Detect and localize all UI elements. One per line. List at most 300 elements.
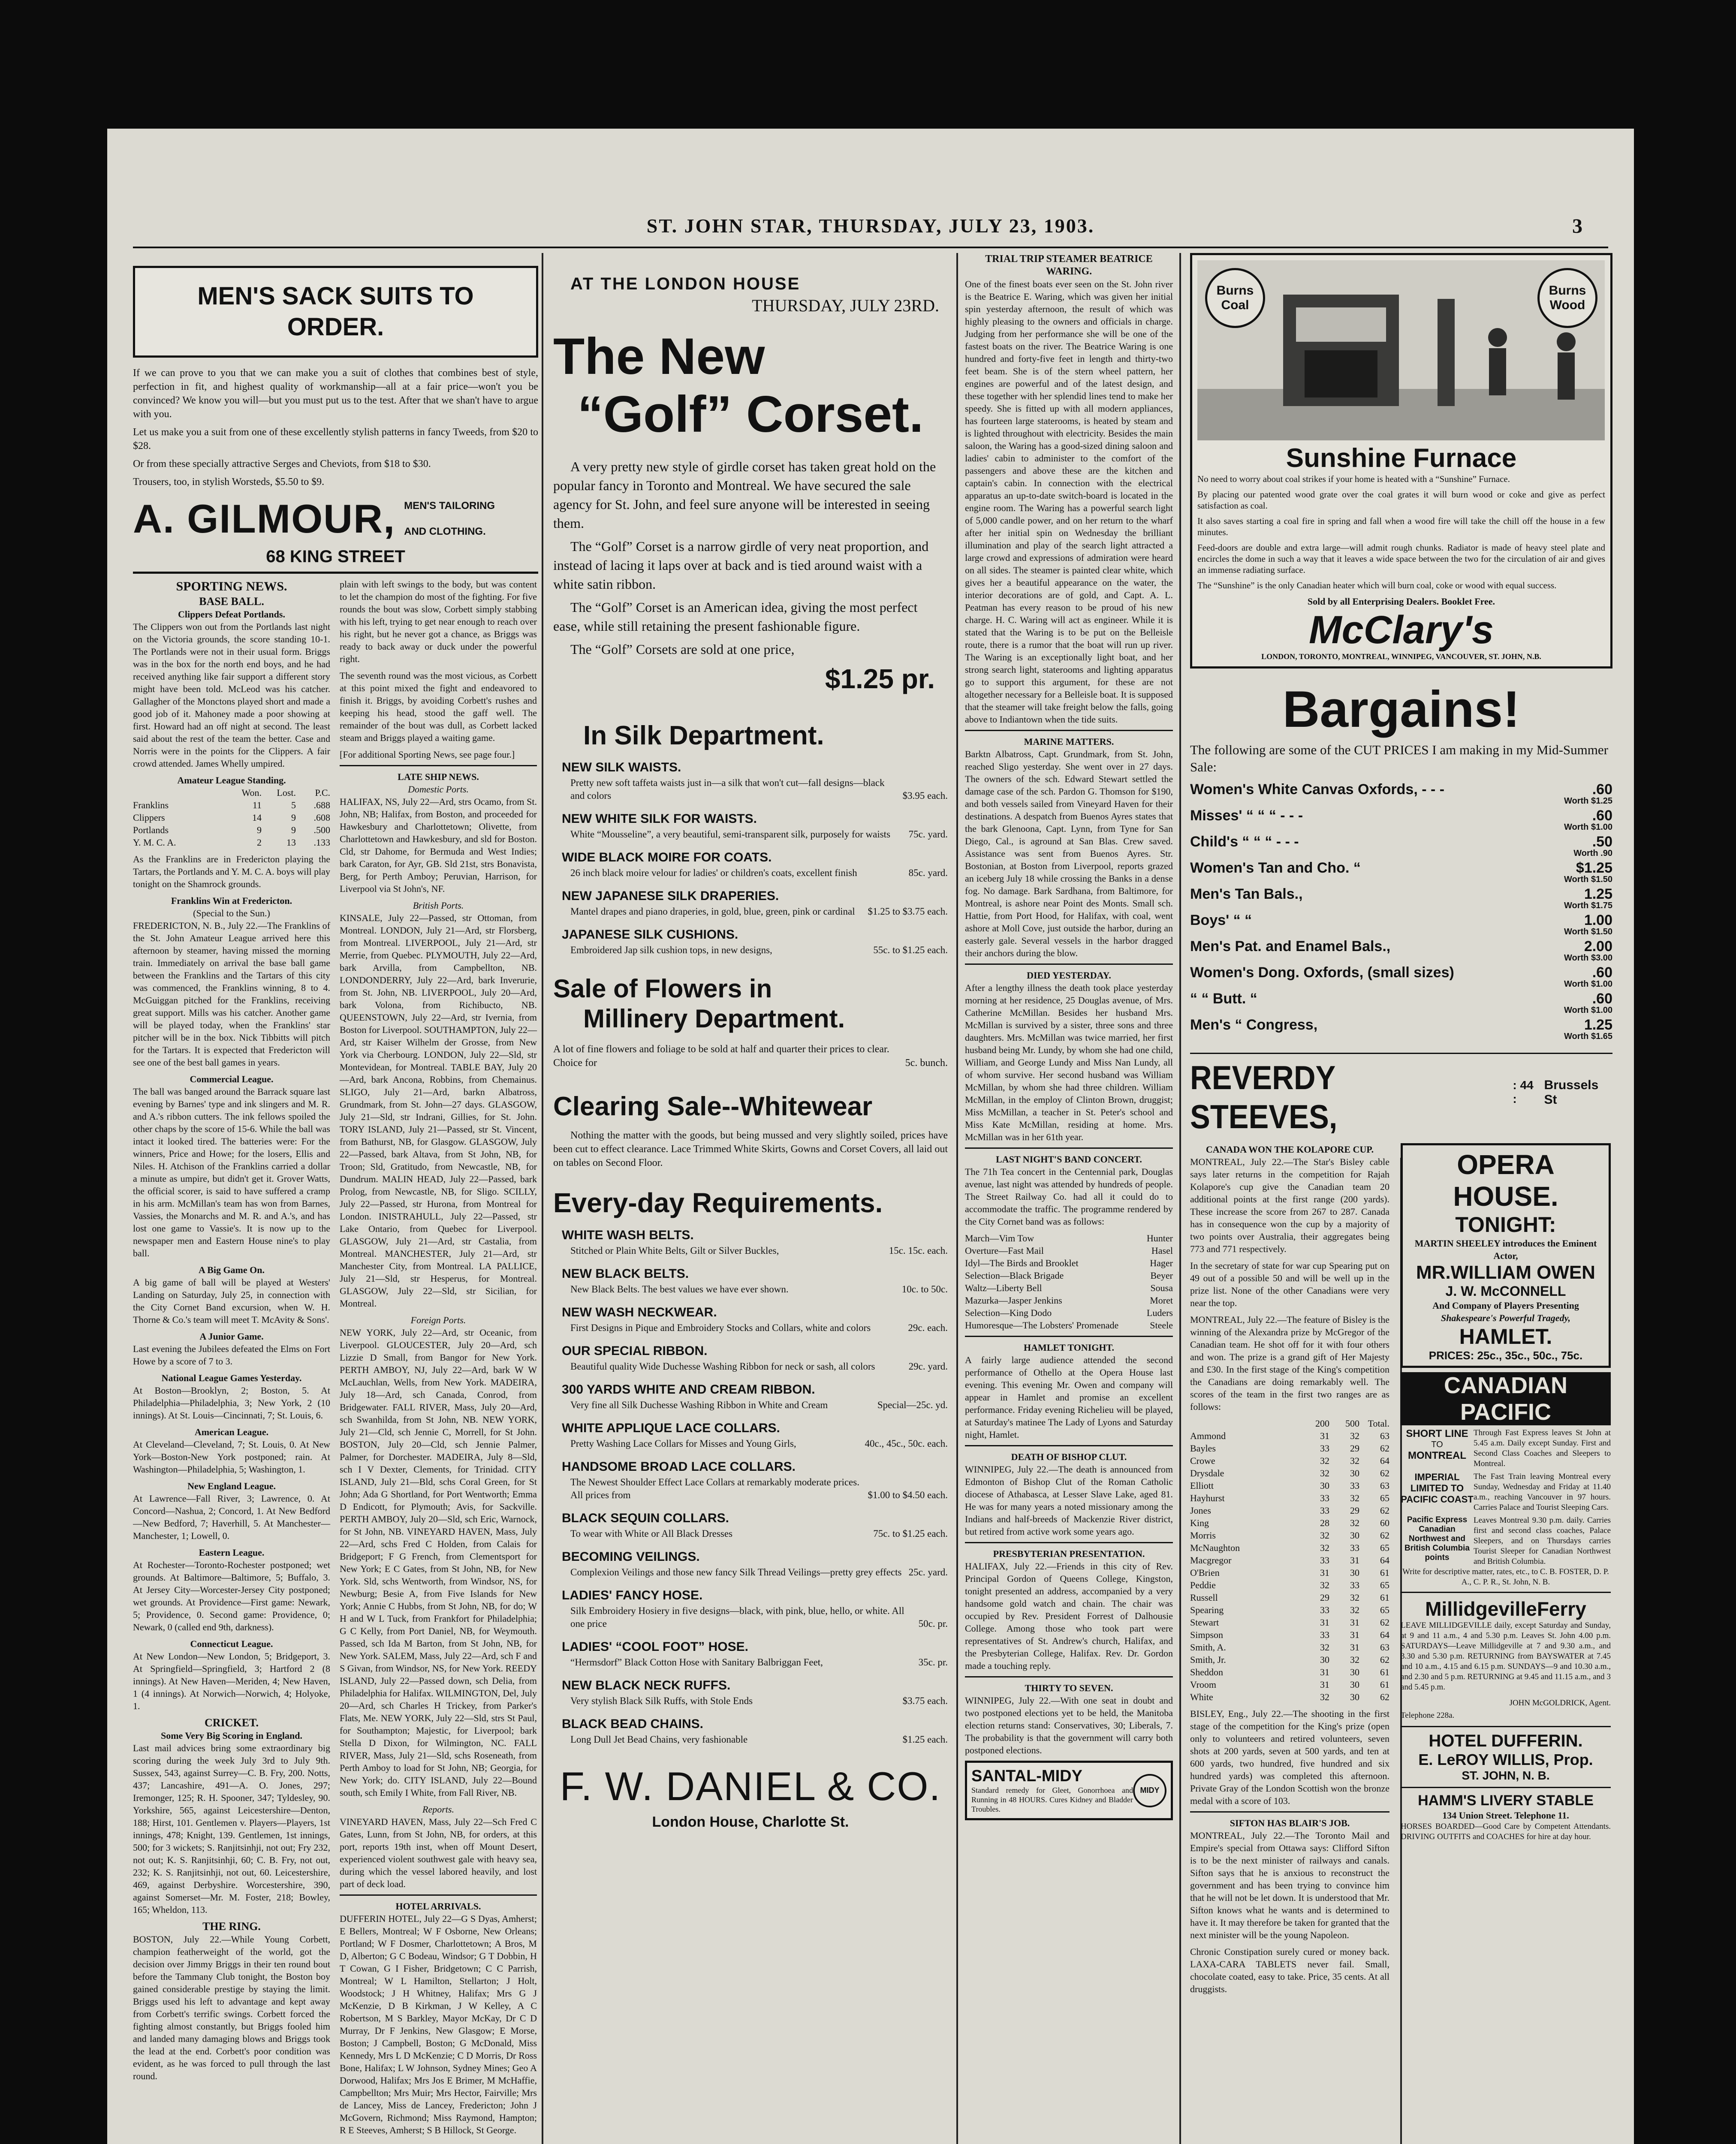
gilmour-text-2: Let us make you a suit from one of these excellently stylish patterns in fancy Tweeds, from $20 to $28. (133, 427, 538, 452)
sale-item (553, 1588, 948, 1630)
score-cell: 62 (1380, 1617, 1389, 1628)
ads-column (1401, 1143, 1611, 1999)
programme-row (965, 1269, 1173, 1282)
programme-piece: Selection—King Dodo (965, 1307, 1052, 1318)
column-rule (1179, 253, 1181, 2144)
cpr-pacific-express: Pacific Express Canadian Northwest and British Columbia points (1404, 1515, 1470, 1562)
bargain-label: Men's Pat. and Enamel Bals., (1190, 938, 1391, 955)
reports-head: Reports. (422, 1804, 454, 1815)
standing-cell: 13 (286, 837, 296, 848)
score-row (1190, 1479, 1389, 1492)
divider (965, 730, 1173, 731)
score-row (1190, 1467, 1389, 1479)
bargains-title: Bargains! (1282, 681, 1520, 738)
divider (965, 1542, 1173, 1543)
masthead-title: ST. JOHN STAR, THURSDAY, JULY 23, 1903. (646, 215, 1095, 237)
sale-item-text: Very stylish Black Silk Ruffs, with Stole Ends (570, 1695, 753, 1706)
score-cell: 31 (1320, 1617, 1329, 1628)
masthead-rule (133, 247, 1608, 248)
sunshine-sold: Sold by all Enterprising Dealers. Booklet Free. (1307, 596, 1495, 607)
score-cell: Spearing (1190, 1605, 1224, 1615)
sale-item-row (553, 1566, 948, 1579)
sale-item-title: 300 YARDS WHITE AND CREAM RIBBON. (562, 1382, 815, 1397)
programme-piece: Waltz—Liberty Bell (965, 1283, 1042, 1293)
score-cell: 28 (1320, 1518, 1329, 1528)
gilmour-address: 68 KING STREET (266, 547, 405, 566)
divider (1401, 1726, 1611, 1727)
standing-cell: 9 (291, 812, 296, 823)
flowers-title-2: Millinery Department. (583, 1004, 845, 1033)
score-cell: 33 (1320, 1443, 1329, 1454)
cpr-montreal: MONTREAL (1408, 1450, 1466, 1461)
clippers-head: Clippers Defeat Portlands. (178, 609, 285, 620)
score-cell: 32 (1350, 1493, 1359, 1503)
standing-cell (133, 786, 227, 799)
bishop-title: DEATH OF BISHOP CLUT. (1011, 1451, 1127, 1462)
score-row (1190, 1554, 1389, 1566)
sale-item (553, 1344, 948, 1373)
sifton-title: SIFTON HAS BLAIR'S JOB. (1230, 1818, 1350, 1828)
sale-item-row (553, 1605, 948, 1630)
score-cell: 32 (1350, 1518, 1359, 1528)
bargain-price: 2.00 (1584, 938, 1612, 955)
standing-cell: P.C. (315, 787, 330, 798)
furnace-illustration (1197, 260, 1605, 440)
bargain-row (1190, 780, 1612, 799)
score-cell: Jones (1190, 1505, 1211, 1516)
score-cell: Hayhurst (1190, 1493, 1225, 1503)
programme-row (965, 1294, 1173, 1307)
column-rule (542, 253, 543, 2144)
sale-item-row (553, 1322, 948, 1334)
sale-item (553, 760, 948, 802)
sale-item-price: 75c. yard. (908, 829, 948, 840)
american-text: At Cleveland—Cleveland, 7; St. Louis, 0. At New York—Boston-New York postponed; rain. At Washington—Philadelphia, 5; Washington, 1. (133, 1439, 330, 1475)
standing-row (133, 836, 330, 849)
standing-cell: Clippers (133, 812, 165, 823)
sale-item-text: Stitched or Plain White Belts, Gilt or Silver Buckles, (570, 1245, 779, 1256)
programme-composer: Hasel (1151, 1245, 1173, 1256)
cricket-head: CRICKET. (205, 1716, 259, 1729)
sale-item-price: 10c. to 50c. (901, 1284, 948, 1295)
sale-item-title: BECOMING VEILINGS. (562, 1550, 700, 1564)
score-cell: 31 (1350, 1629, 1359, 1640)
newengland-head: New England League. (187, 1481, 276, 1491)
sale-item-row (553, 1399, 948, 1412)
sale-item-title: NEW SILK WAISTS. (562, 760, 681, 774)
mcclary-logo: McClary's (1309, 608, 1494, 652)
ring-text-cont-1: plain with left swings to the body, but was content to let the champion do most of the fighting. For five rounds the bout was slow, Corbett simply stabbing with his left, trying to get near enough to reach over his right, but he never got a chance, as Briggs was ready to back away or duck under the powerful right. (340, 579, 537, 664)
score-cell: 33 (1320, 1493, 1329, 1503)
sale-item-price: 29c. yard. (908, 1361, 948, 1372)
score-cell: McNaughton (1190, 1542, 1240, 1553)
steeves-street: Brussels St (1544, 1078, 1599, 1107)
presbyterian-title: PRESBYTERIAN PRESENTATION. (993, 1548, 1145, 1559)
score-cell: 29 (1350, 1505, 1359, 1516)
steeves-signature (1190, 1053, 1612, 1136)
cpr-ad (1401, 1372, 1611, 1587)
programme-row (965, 1319, 1173, 1331)
sporting-title: SPORTING NEWS. (176, 579, 287, 593)
junior-text: Last evening the Jubilees defeated the Elms on Fort Howe by a score of 7 to 3. (133, 1343, 330, 1367)
score-cell: 61 (1380, 1667, 1389, 1677)
opera-title: OPERA HOUSE. (1453, 1149, 1558, 1212)
dufferin-title: HOTEL DUFFERIN. (1429, 1731, 1583, 1750)
score-cell: 62 (1380, 1443, 1389, 1454)
died-title: DIED YESTERDAY. (1027, 970, 1111, 981)
programme-row (965, 1307, 1173, 1319)
sale-item (553, 850, 948, 879)
gilmour-tag-2: AND CLOTHING. (404, 526, 486, 537)
score-cell: 30 (1350, 1567, 1359, 1578)
hamm-livery-ad (1401, 1792, 1611, 1842)
cpr-short-line: SHORT LINE (1406, 1428, 1468, 1439)
programme-piece: Overture—Fast Mail (965, 1245, 1044, 1256)
programme-row (965, 1244, 1173, 1257)
bargain-row (1190, 806, 1612, 825)
silk-title: In Silk Department. (583, 721, 824, 750)
marine-text: Barktn Albatross, Capt. Grundmark, from St. John, reached Sligo yesterday. She went over in 27 days. The owners of the sch. Edward Stewart settled the damage case of the sch. Pardon G. Thomson for $190, and both vessels sailed from Vineyard Haven for their destinations. A despatch from Buenos Ayres states that the bark Glenoona, Capt. Lynn, from Tyne for San Diego, Cal., is aground at San Blas. Crew saved. Assistance was sent from Buenos Ayres. Str. Bostonian, at Boston from Liverpool, reports grazed an iceberg July 18 while crossing the Banks in a dense fog. No damage. Bark Sardhana, from Baltimore, for Montreal, is ashore near Point des Monts. Small sch. Hattie, from Port Hood, for Halifax, with coal, went ashore at Moll Cove, just outside the harbor, during an easterly gale. Several vessels in the harbor dragged their anchors during the blow. (965, 749, 1173, 958)
sale-item (553, 1267, 948, 1296)
standing-cell: 9 (291, 825, 296, 835)
score-cell: 32 (1320, 1468, 1329, 1479)
score-cell: Stewart (1190, 1617, 1219, 1628)
biggame-text: A big game of ball will be played at Westers' Landing on Saturday, July 25, in connection with the City Cornet Band excursion, when W. H. Thorne & Co.'s team will meet T. McAvity & Sons'. (133, 1277, 330, 1325)
opera-company-2: And Company of Players Presenting (1432, 1300, 1579, 1311)
standing-row (133, 799, 330, 811)
bargain-row (1190, 963, 1612, 982)
bargain-price: 1.25 (1584, 1017, 1612, 1033)
dufferin-place: ST. JOHN, N. B. (1462, 1769, 1550, 1782)
marine-title: MARINE MATTERS. (1024, 736, 1114, 747)
divider (965, 1445, 1173, 1446)
standing-cell: 9 (257, 825, 262, 835)
score-cell: 65 (1380, 1542, 1389, 1553)
domestic-ports-text: HALIFAX, NS, July 22—Ard, strs Ocamo, from St. John, NB; Halifax, from Boston, and proceeded for Hawkesbury and Charlottetown; Olivette, from Charlottetown and Hawkesbury, and sld for Boston. Cld, str Dahome, for Bermuda and West Indies; bark Caraton, for Ayr, GB. Sld 21st, strs Bonavista, Berg, for Perth Amboy; Peruvian, Harrison, for Liverpool via St John's, NF. (340, 796, 537, 894)
standing-header (133, 786, 330, 799)
divider (965, 1336, 1173, 1337)
score-cell: 32 (1320, 1530, 1329, 1541)
cricket-text: Last mail advices bring some extraordinary big scoring during the week July 3rd to July 9th. Sussex, 543, against Surrey—C. B. Fry, 200. Notts, 437; Lancashire, 491—A. O. Jones, 297; Iremonger, 125; R. H. Spooner, 347; Tyldesley, 90. Yorkshire, 565, against Leicestershire—Denton, 188; Hirst, 101. Gentlemen v. Players—Players, 1st innings, 478; Knight, 139. Gentlemen, 1st innings, 500; for 3 wickets; S. Ranjitsinhji, not out; Fry 232, not out; K. S. Ranjitsinhji, 60; C. B. Fry, not out, 232; K. S. Ranjitsinhji, not out, 60. Leicestershire, 469, against Derbyshire. Worcestershire, 390, against Somerset—Mr. M. Foster, 218; Bowley, 165; Wheldon, 113. (133, 1743, 330, 1915)
score-cell: Sheddon (1190, 1667, 1223, 1677)
score-cell: 32 (1320, 1692, 1329, 1702)
programme-piece: Idyl—The Birds and Brooklet (965, 1258, 1079, 1268)
cpr-title-2: PACIFIC (1460, 1399, 1551, 1425)
programme-composer: Luders (1146, 1307, 1173, 1318)
programme-composer: Hager (1150, 1258, 1173, 1268)
burns-wood-sign: Burns Wood (1537, 268, 1597, 328)
programme-piece: Mazurka—Jasper Jenkins (965, 1295, 1062, 1306)
opera-house-ad (1401, 1143, 1611, 1368)
sale-item (553, 1460, 948, 1502)
standing-cell: .500 (313, 825, 330, 835)
sale-item-text: New Black Belts. The best values we have ever shown. (570, 1284, 789, 1295)
score-cell: 33 (1350, 1480, 1359, 1491)
golf-text-4: The “Golf” Corsets are sold at one price, (570, 641, 795, 657)
opera-intro: MARTIN SHEELEY introduces the Eminent Actor, (1414, 1238, 1597, 1261)
bottom-right-split (1190, 1143, 1612, 1999)
sale-item-text: Silk Embroidery Hosiery in five designs—black, with pink, blue, hello, or white. All one price (570, 1605, 904, 1629)
sale-item (553, 1550, 948, 1579)
sunshine-text-1: No need to worry about coal strikes if your home is heated with a “Sunshine” Furnace. (1197, 474, 1510, 484)
bargain-price: $1.25 (1576, 860, 1612, 876)
programme-composer: Moret (1150, 1295, 1173, 1306)
score-cell: 60 (1380, 1518, 1389, 1528)
sunshine-title: Sunshine Furnace (1286, 443, 1517, 473)
sale-item (553, 1640, 948, 1669)
bargain-price: .60 (1592, 781, 1612, 798)
sale-item (553, 1717, 948, 1746)
programme-piece: Humoresque—The Lobsters' Promenade (965, 1320, 1119, 1331)
score-cell: 63 (1380, 1642, 1389, 1653)
mcclary-cities: LONDON, TORONTO, MONTREAL, WINNIPEG, VANCOUVER, ST. JOHN, N.B. (1261, 652, 1541, 661)
hamm-title: HAMM'S LIVERY STABLE (1418, 1792, 1594, 1809)
score-cell: 30 (1350, 1692, 1359, 1702)
ship-news-title: LATE SHIP NEWS. (398, 771, 479, 782)
bargain-label: Men's Tan Bals., (1190, 886, 1303, 902)
sale-item-row (553, 1733, 948, 1746)
score-cell: Macgregor (1190, 1555, 1232, 1566)
score-cell: Peddie (1190, 1580, 1216, 1590)
millidge-text: LEAVE MILLIDGEVILLE daily, except Saturday and Sunday, at 9 and 11 a.m., 4 and 5.30 p.m. Leaves St. John 4.00 p.m. SATURDAYS—Leave Millidgeville at 7 and 9.30 a.m., and 3.30 and 5.30 p.m. RETURNING from BAYSWATER at 7.45 and 10 a.m., 4.15 and 6.15 p.m. SUNDAYS—9 and 10.30 a.m., and 2.30 and 5 p.m. RETURNING at 9.45 and 11.15 a.m., and 3 and 5.45 p.m. (1401, 1621, 1611, 1692)
bargain-row (1190, 885, 1612, 903)
sale-item-title: NEW WASH NECKWEAR. (562, 1305, 717, 1319)
sale-item-text: First Designs in Pique and Embroidery Stocks and Collars, white and colors (570, 1322, 871, 1333)
score-cell: 33 (1320, 1605, 1329, 1615)
score-cell: 32 (1350, 1654, 1359, 1665)
kolapore-text-2: In the secretary of state for war cup Spearing put on 49 out of a possible 50 and will be well up in the prize list. None of the other Canadians were very near the top. (1190, 1260, 1389, 1308)
standing-cell: Lost. (277, 787, 296, 798)
clippers-text: The Clippers won out from the Portlands last night on the Victoria grounds, the score standing 10-1. The Portlands were not in their usual form. Briggs was in the box for the north end boys, and he had received anything like fair support a different story might have been told. McLeod was his catcher. Gallagher of the Monctons played short and made a good job of it. Mahoney made a poor showing at first. Howard had an off night at second. The least said about the rest of the team the better. Case and Norris were in the points for the Clippers. A fair crowd attended. James Whelly umpired. (133, 621, 330, 769)
score-table (1190, 1417, 1389, 1703)
bargain-row (1190, 937, 1612, 956)
standing-head: Amateur League Standing. (177, 775, 286, 786)
opera-tragedy: Shakespeare's Powerful Tragedy, (1441, 1313, 1571, 1323)
opera-play: HAMLET. (1459, 1325, 1552, 1349)
score-cell: 65 (1380, 1493, 1389, 1503)
connecticut-head: Connecticut League. (190, 1638, 273, 1649)
bargain-price: 1.25 (1584, 886, 1612, 902)
golf-headline-2: “Golf” Corset. (577, 385, 924, 443)
sale-item-price: 35c. pr. (918, 1657, 948, 1668)
score-cell: 61 (1380, 1592, 1389, 1603)
score-cell: Morris (1190, 1530, 1216, 1541)
hotel-dufferin-ad (1401, 1731, 1611, 1783)
score-cell: 30 (1320, 1480, 1329, 1491)
programme-piece: Selection—Black Brigade (965, 1270, 1064, 1281)
franklins-source: (Special to the Sun.) (193, 908, 270, 918)
commercial-head: Commercial League. (190, 1074, 274, 1084)
bargain-price: .60 (1592, 807, 1612, 824)
sale-item-price: 29c. each. (908, 1322, 948, 1333)
ring-head: THE RING. (202, 1920, 261, 1933)
kolapore-text-4: BISLEY, Eng., July 22.—The shooting in the first stage of the competition for the King's prize (open only to volunteers and retired volunteers, seven shots at 200 yards, seven at 500 yards, and ten at 600 yards, two hundred, five hundred and six hundred yards) was completed this afternoon. Private Gray of the London Scottish won the bronze medal with a score of 103. (1190, 1708, 1389, 1806)
score-row (1190, 1566, 1389, 1579)
hotel-arrivals-title: HOTEL ARRIVALS. (395, 1901, 481, 1912)
gilmour-text-4: Trousers, too, in stylish Worsteds, $5.50 to $9. (133, 476, 325, 488)
divider (1401, 1592, 1611, 1593)
opera-tonight: TONIGHT: (1455, 1213, 1556, 1237)
cpr-imperial: IMPERIAL LIMITED TO PACIFIC COAST (1401, 1472, 1474, 1505)
cpr-short-text: Through Fast Express leaves St John at 5.45 a.m. Daily except Sunday. First and Second Class Coaches and Sleepers to Montreal. (1474, 1428, 1611, 1468)
bargain-worth: Worth $1.50 (1564, 875, 1612, 884)
score-cell (1190, 1417, 1299, 1430)
bargain-label: Women's Tan and Cho. “ (1190, 860, 1361, 876)
sale-item-row (553, 777, 948, 802)
divider (340, 1894, 537, 1896)
standing-cell: .688 (313, 800, 330, 810)
programme-composer: Sousa (1150, 1283, 1173, 1293)
daniel-firm: F. W. DANIEL & CO. (560, 1764, 941, 1809)
opera-company: J. W. McCONNELL (1445, 1283, 1566, 1299)
right-columns (1190, 253, 1612, 2144)
bargain-worth: Worth $1.50 (1564, 927, 1612, 936)
score-cell: Bayles (1190, 1443, 1216, 1454)
score-cell: 30 (1350, 1530, 1359, 1541)
santal-ad (965, 1761, 1173, 1820)
kolapore-title: CANADA WON THE KOLAPORE CUP. (1206, 1144, 1374, 1155)
daniel-address: London House, Charlotte St. (652, 1814, 849, 1830)
score-cell: 64 (1380, 1555, 1389, 1566)
sale-item-text: Embroidered Jap silk cushion tops, in new designs, (570, 945, 772, 955)
sale-item (553, 1678, 948, 1707)
golf-text-1: A very pretty new style of girdle corset has taken great hold on the popular fancy in Toronto and Montreal. We have secured the sale agency for St. John, and feel sure anyone will be interested in seeing them. (553, 459, 936, 531)
programme-row (965, 1282, 1173, 1294)
score-cell: 30 (1320, 1654, 1329, 1665)
score-cell: 33 (1320, 1505, 1329, 1516)
sale-item-title: WHITE WASH BELTS. (562, 1228, 694, 1242)
gilmour-ad (133, 266, 538, 574)
bargains-ad (1190, 677, 1612, 1136)
bishop-text: WINNIPEG, July 22.—The death is announced from Edmonton of Bishop Clut of the Roman Catholic diocese of Athabasca, at Lesser Slave Lake, aged 81. He was for many years a noted missionary among the Indians and half-breeds of Mackenzie River district, but retired from active work some years ago. (965, 1464, 1173, 1537)
score-cell: 200 (1315, 1418, 1329, 1429)
sale-item-price: $3.95 each. (902, 790, 948, 801)
baseball-head: BASE BALL. (199, 595, 264, 608)
national-text: At Boston—Brooklyn, 2; Boston, 5. At Philadelphia—Philadelphia, 3; New York, 2 (10 innings). At St. Louis—Cincinnati, 7; St. Louis, 6. (133, 1385, 330, 1421)
gilmour-text-3: Or from these specially attractive Serges and Cheviots, from $18 to $30. (133, 458, 431, 470)
masthead (107, 214, 1634, 249)
standing-cell: Won. (241, 787, 262, 798)
sale-item-text: To wear with White or All Black Dresses (570, 1528, 733, 1539)
opera-prices: PRICES: 25c., 35c., 50c., 75c. (1429, 1349, 1583, 1362)
sale-item (553, 889, 948, 918)
sale-item-text: White “Mousseline”, a very beautiful, semi-transparent silk, purposely for waists (570, 829, 891, 840)
cpr-to: TO (1431, 1440, 1443, 1449)
junior-head: A Junior Game. (199, 1331, 264, 1342)
score-cell: 32 (1320, 1580, 1329, 1590)
sale-item-row (553, 944, 948, 957)
score-row (1190, 1529, 1389, 1542)
sale-item-title: JAPANESE SILK CUSHIONS. (562, 927, 738, 942)
divider (965, 964, 1173, 965)
everyday-items (553, 1228, 948, 1746)
franklins-text: FREDERICTON, N. B., July 22.—The Franklins of the St. John Amateur League arrived here this afternoon by steamer, having missed the morning train. Immediately on arrival the base ball game between the Franklins and the Tartars of this city was commenced, the Franklins winning, 8 to 4. McGuiggan pitched for the Franklins, receiving great support. Mills was his catcher. Another game will be played today, when the Franklins' star pitcher will be in the box. Nick Tibbitts will pitch for the Tartars. It is expected that Fredericton will see one of the best ball games in years. (133, 920, 330, 1068)
thirty-title: THIRTY TO SEVEN. (1025, 1683, 1113, 1693)
bargain-worth: Worth $1.00 (1564, 1006, 1612, 1015)
score-cell: 32 (1320, 1642, 1329, 1653)
sale-item-title: NEW BLACK NECK RUFFS. (562, 1678, 731, 1692)
sale-item-row (553, 867, 948, 879)
standing-cell: Portlands (133, 825, 169, 835)
score-cell: 32 (1320, 1542, 1329, 1553)
newengland-text: At Lawrence—Fall River, 3; Lawrence, 0. At Concord—Nashua, 2; Concord, 1. At New Bedford—New Bedford, 7; Haverhill, 5. At Manchester—Manchester, 1; Lowell, 0. (133, 1493, 330, 1541)
sporting-section (133, 578, 538, 2141)
bargain-list (1190, 780, 1612, 1042)
sale-item-title: WHITE APPLIQUE LACE COLLARS. (562, 1421, 780, 1435)
score-cell: 31 (1350, 1642, 1359, 1653)
sale-item-price: $1.00 to $4.50 each. (868, 1490, 948, 1500)
silk-items (553, 760, 948, 957)
divider (340, 765, 537, 766)
cpr-title-1: CANADIAN (1444, 1373, 1567, 1398)
score-cell: 62 (1380, 1530, 1389, 1541)
bargain-label: Women's White Canvas Oxfords, - - - (1190, 781, 1445, 798)
score-row (1190, 1579, 1389, 1591)
standing-cell: .133 (313, 837, 330, 848)
sale-item-text: Beautiful quality Wide Duchesse Washing Ribbon for neck or sash, all colors (570, 1361, 875, 1372)
bargain-label: Women's Dong. Oxfords, (small sizes) (1190, 964, 1454, 981)
bargains-intro: The following are some of the CUT PRICES I am making in my Mid-Summer Sale: (1190, 742, 1608, 774)
programme-composer: Beyer (1150, 1270, 1173, 1281)
daniel-date: THURSDAY, JULY 23RD. (752, 296, 939, 315)
clearing-text: Nothing the matter with the goods, but being mussed and very slightly soiled, prices have been cut to effect clearance. Lace Trimmed White Skirts, Gowns and Corset Covers, all laid out on tables on Second Floor. (553, 1130, 948, 1168)
score-cell: 31 (1320, 1567, 1329, 1578)
sale-item-title: BLACK SEQUIN COLLARS. (562, 1511, 729, 1525)
left-columns (133, 253, 538, 2144)
score-cell: 500 (1345, 1418, 1359, 1429)
score-cell: Elliott (1190, 1480, 1214, 1491)
programme-row (965, 1232, 1173, 1244)
kolapore-text-3: MONTREAL, July 22.—The feature of Bisley is the winning of the Alexandra prize by McGregor of the Canadian team. He shot off for it with four others and won. The prize is a grand gift of Her Majesty and £30. In the first stage of the King's competition the Canadians are doing remarkably well. The scores of the team in the first two ranges are as follows: (1190, 1314, 1389, 1412)
newspaper-page (107, 129, 1634, 2144)
sale-item-title: LADIES' FANCY HOSE. (562, 1588, 703, 1602)
score-cell: 32 (1350, 1430, 1359, 1441)
millidge-ferry-ad (1401, 1597, 1611, 1722)
score-row (1190, 1492, 1389, 1504)
domestic-ports-head: Domestic Ports. (408, 784, 469, 795)
connecticut-text: At New London—New London, 5; Bridgeport, 3. At Springfield—Springfield, 3; Hartford 2 (8 innings). At New Haven—Meriden, 4; New Haven, 1 (4 innings). At Norwich—Norwich, 4; Holyoke, 1. (133, 1651, 330, 1711)
bargain-price: 1.00 (1584, 912, 1612, 928)
score-cell: 62 (1380, 1468, 1389, 1479)
score-cell: 30 (1350, 1679, 1359, 1690)
sale-item-title: BLACK BEAD CHAINS. (562, 1717, 703, 1731)
sale-item-price: 75c. to $1.25 each. (873, 1528, 948, 1539)
sunshine-text-2: By placing our patented wood grate over the coal grates it will burn wood or coke and give as perfect satisfaction as coal. (1197, 489, 1605, 511)
score-cell: 31 (1350, 1617, 1359, 1628)
american-head: American League. (194, 1427, 269, 1437)
score-cell: Simpson (1190, 1629, 1224, 1640)
bargain-worth: Worth $1.00 (1564, 822, 1612, 832)
standing-text: As the Franklins are in Fredericton playing the Tartars, the Portlands and Y. M. C. A. boys will play tonight on the Shamrock grounds. (133, 854, 330, 889)
score-cell: 62 (1380, 1692, 1389, 1702)
programme-piece: March—Vim Tow (965, 1233, 1034, 1244)
standing-cell: Y. M. C. A. (133, 837, 176, 848)
score-row (1190, 1542, 1389, 1554)
divider (133, 572, 538, 574)
sale-item-price: Special—25c. yd. (877, 1400, 948, 1410)
standing-cell: 2 (257, 837, 262, 848)
score-row (1190, 1666, 1389, 1678)
standing-cell: Franklins (133, 800, 169, 810)
mcclary-ad (1190, 253, 1612, 668)
sale-item-price: $1.25 each. (902, 1734, 948, 1745)
score-cell: 29 (1320, 1592, 1329, 1603)
flowers-price: 5c. bunch. (905, 1057, 948, 1069)
score-cell: Drysdale (1190, 1468, 1224, 1479)
score-cell: 61 (1380, 1567, 1389, 1578)
hamm-text: HORSES BOARDED—Good Care by Competent Attendants. DRIVING OUTFITS and COACHES for hire at day hour. (1401, 1822, 1611, 1841)
score-row (1190, 1517, 1389, 1529)
